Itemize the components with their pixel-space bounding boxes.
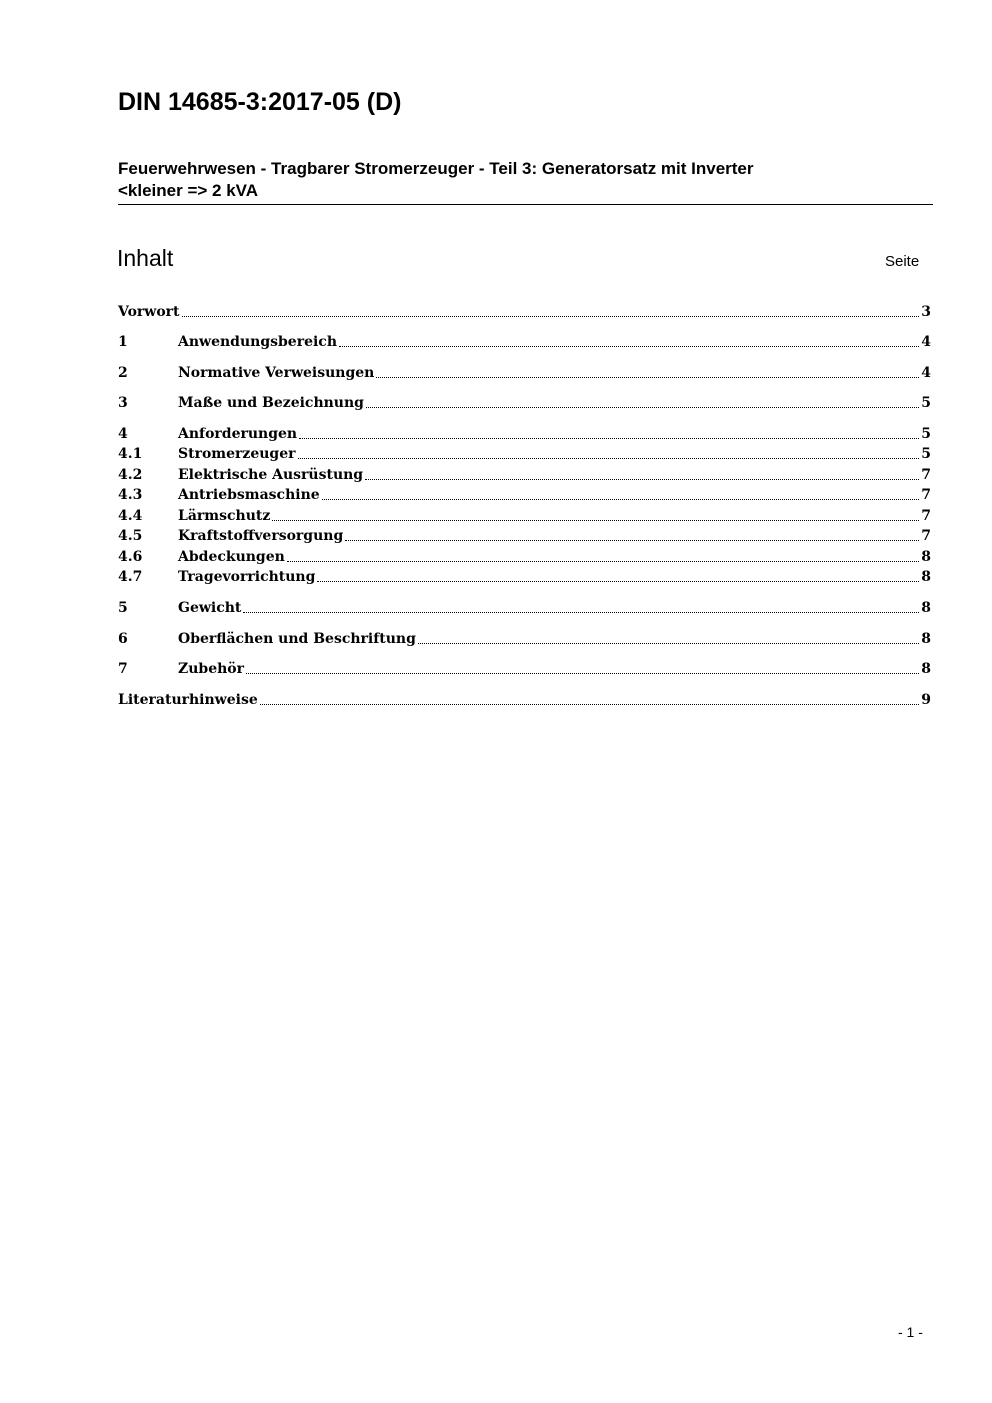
toc-entry-label: Oberflächen und Beschriftung xyxy=(178,631,416,647)
toc-entry-page: 7 xyxy=(921,508,931,524)
toc-entry-label: Vorwort xyxy=(118,304,180,320)
toc-heading: Inhalt xyxy=(117,245,174,271)
toc-entry-7[interactable] xyxy=(118,659,931,679)
toc-entry-number: 2 xyxy=(118,365,128,381)
toc-entry-number: 4.5 xyxy=(118,528,143,544)
toc-entry-page: 8 xyxy=(921,569,931,585)
toc-page-column-label: Seite xyxy=(885,253,920,270)
toc-entry-page: 7 xyxy=(921,467,931,483)
toc-entry-page: 3 xyxy=(921,304,931,320)
toc-dot-leader xyxy=(365,474,919,480)
toc-entry-4-2[interactable] xyxy=(118,465,931,485)
toc-entry-2[interactable] xyxy=(118,363,931,383)
document-title: DIN 14685-3:2017-05 (D) xyxy=(118,88,402,116)
toc-entry-5[interactable] xyxy=(118,598,931,618)
toc-entry-page: 4 xyxy=(921,365,931,381)
toc-entry-label: Abdeckungen xyxy=(178,549,285,565)
toc-entry-number: 4.3 xyxy=(118,487,143,503)
toc-entry-page: 5 xyxy=(921,426,931,442)
toc-entry-number: 4.6 xyxy=(118,549,143,565)
toc-entry-page: 9 xyxy=(921,692,931,708)
toc-entry-4-3[interactable] xyxy=(118,485,931,505)
toc-entry-label: Kraftstoffversorgung xyxy=(178,528,344,544)
page-number: - 1 - xyxy=(898,1324,923,1340)
toc-entry-number: 4.7 xyxy=(118,569,143,585)
toc-dot-leader xyxy=(182,311,920,317)
toc-entry-vorwort[interactable] xyxy=(118,302,931,322)
toc-dot-leader xyxy=(246,668,919,674)
toc-entry-4-6[interactable] xyxy=(118,547,931,567)
toc-dot-leader xyxy=(345,535,919,541)
toc-dot-leader xyxy=(260,699,920,705)
toc-entry-3[interactable] xyxy=(118,393,931,413)
toc-entry-label: Zubehör xyxy=(178,661,244,677)
toc-dot-leader xyxy=(298,453,920,459)
toc-dot-leader xyxy=(243,607,919,613)
toc-dot-leader xyxy=(376,372,919,378)
toc-dot-leader xyxy=(317,576,919,582)
toc-entry-4[interactable] xyxy=(118,424,931,444)
toc-entry-1[interactable] xyxy=(118,332,931,352)
toc-dot-leader xyxy=(272,515,919,521)
toc-entry-number: 7 xyxy=(118,661,128,677)
toc-dot-leader xyxy=(366,402,919,408)
toc-entry-label: Anforderungen xyxy=(178,426,298,442)
toc-entry-number: 3 xyxy=(118,395,128,411)
toc-entry-4-5[interactable] xyxy=(118,526,931,546)
toc-entry-label: Lärmschutz xyxy=(178,508,271,524)
toc-entry-number: 5 xyxy=(118,600,128,616)
toc-entry-label: Stromerzeuger xyxy=(178,446,296,462)
toc-dot-leader xyxy=(287,556,919,562)
toc-entry-number: 6 xyxy=(118,631,128,647)
document-subtitle-line-2: <kleiner => 2 kVA xyxy=(118,181,259,200)
toc-entry-number: 4.4 xyxy=(118,508,143,524)
toc-entry-label: Elektrische Ausrüstung xyxy=(178,467,364,483)
toc-entry-page: 7 xyxy=(921,487,931,503)
toc-entry-page: 7 xyxy=(921,528,931,544)
toc-entry-page: 8 xyxy=(921,549,931,565)
toc-dot-leader xyxy=(339,341,919,347)
toc-entry-number: 4.1 xyxy=(118,446,143,462)
toc-entry-literaturhinweise[interactable] xyxy=(118,690,931,710)
toc-entry-number: 1 xyxy=(118,334,128,350)
toc-dot-leader xyxy=(322,494,920,500)
toc-entry-4-1[interactable] xyxy=(118,444,931,464)
toc-entry-4-4[interactable] xyxy=(118,506,931,526)
toc-entry-page: 5 xyxy=(921,446,931,462)
toc-entry-label: Tragevorrichtung xyxy=(178,569,316,585)
toc-entry-page: 8 xyxy=(921,600,931,616)
toc-entry-4-7[interactable] xyxy=(118,567,931,587)
toc-entry-label: Anwendungsbereich xyxy=(178,334,337,350)
toc-entry-page: 8 xyxy=(921,661,931,677)
toc-entry-page: 5 xyxy=(921,395,931,411)
document-subtitle-line-1: Feuerwehrwesen - Tragbarer Stromerzeuger - Teil 3: Generatorsatz mit Inverter xyxy=(118,159,754,178)
document-subtitle xyxy=(118,158,933,205)
toc-dot-leader xyxy=(299,433,919,439)
toc-entry-6[interactable] xyxy=(118,629,931,649)
toc-entry-page: 8 xyxy=(921,631,931,647)
toc-entry-page: 4 xyxy=(921,334,931,350)
toc-entry-label: Maße und Bezeichnung xyxy=(178,395,364,411)
toc-entry-label: Normative Verweisungen xyxy=(178,365,375,381)
toc-entry-label: Literaturhinweise xyxy=(118,692,258,708)
toc-dot-leader xyxy=(418,638,919,644)
toc-entry-number: 4 xyxy=(118,426,128,442)
toc-entry-number: 4.2 xyxy=(118,467,143,483)
toc-entry-label: Antriebsmaschine xyxy=(178,487,320,503)
toc-entry-label: Gewicht xyxy=(178,600,242,616)
